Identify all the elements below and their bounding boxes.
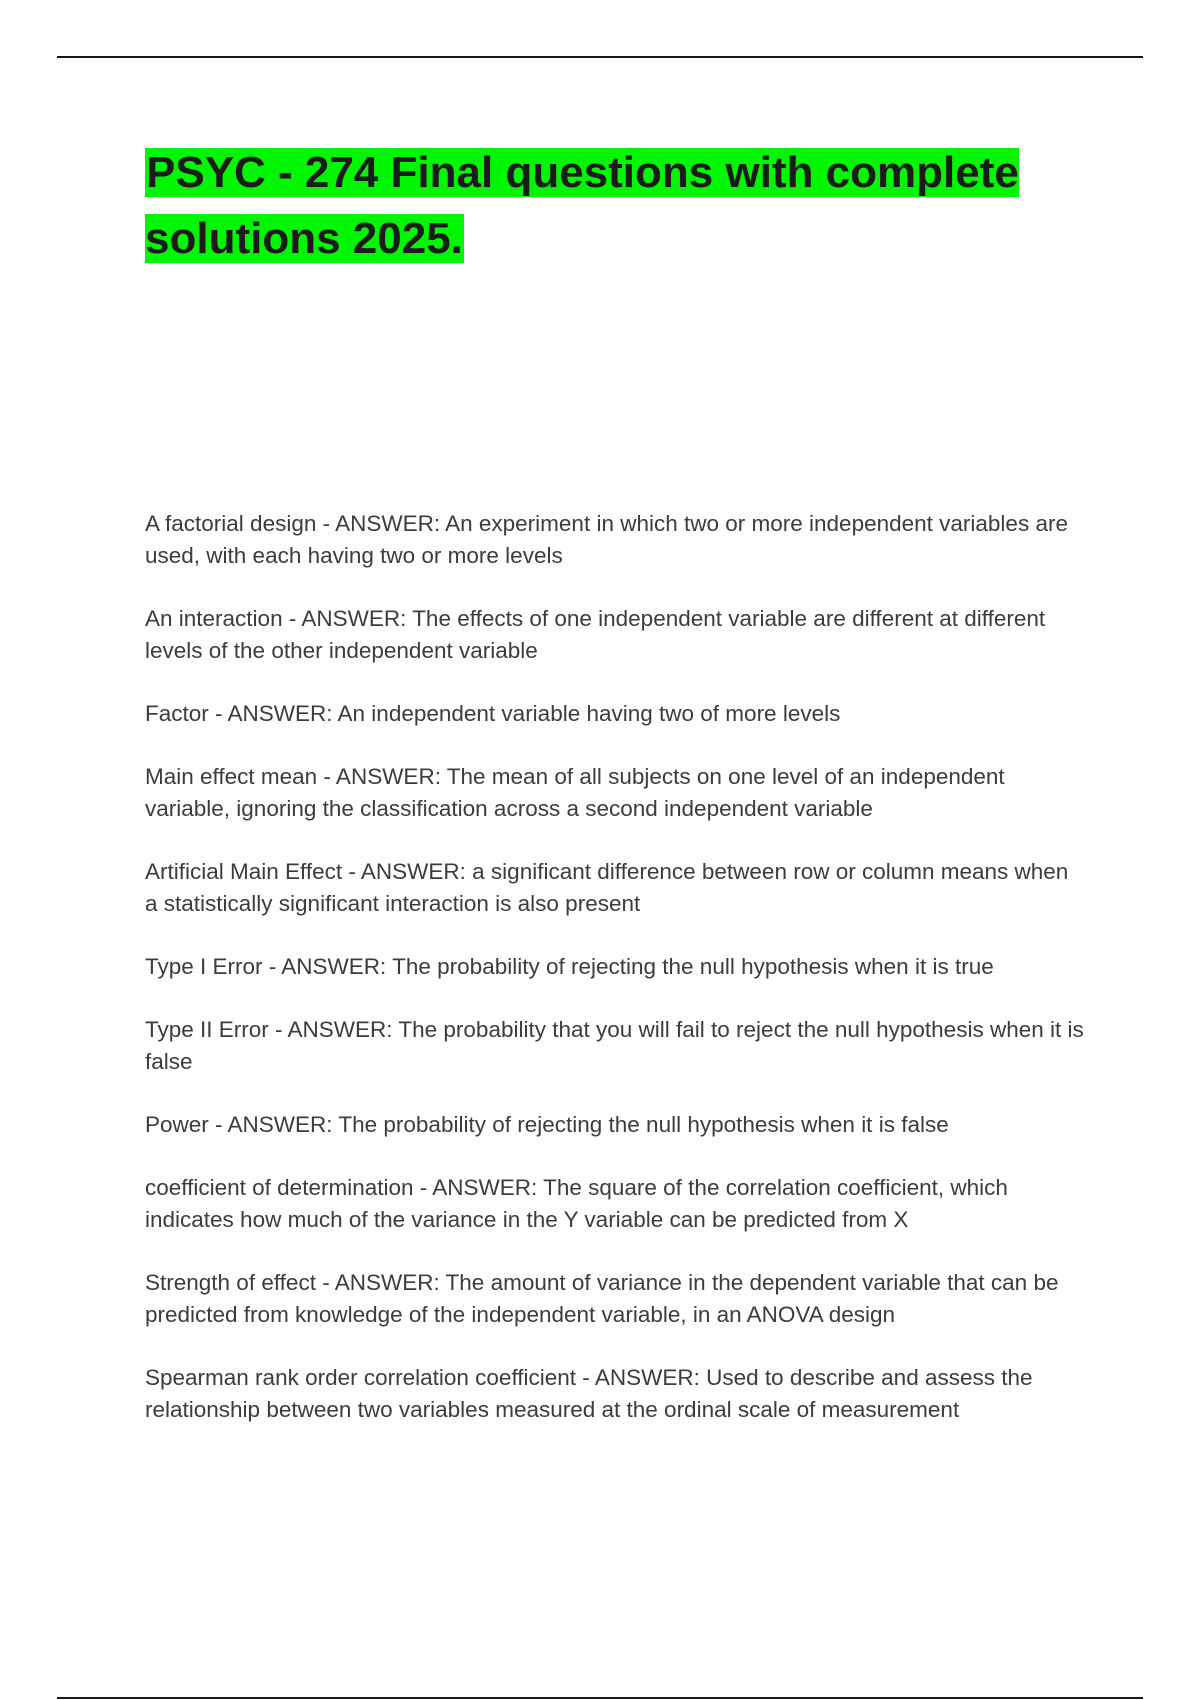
page-title-text: PSYC - 274 Final questions with complete solutions 2025. [145, 148, 1019, 263]
qa-item: Type I Error - ANSWER: The probability of rejecting the null hypothesis when it is true [145, 954, 994, 979]
title-block [145, 140, 1105, 272]
qa-item: coefficient of determination - ANSWER: The square of the correlation coefficient, which indicates how much of the variance in the Y variable can be predicted from X [145, 1175, 1008, 1232]
qa-list [145, 508, 1085, 1457]
qa-item: Main effect mean - ANSWER: The mean of all subjects on one level of an independent variable, ignoring the classification across a second independent variable [145, 764, 1005, 821]
header-rule [57, 56, 1143, 58]
qa-item: Spearman rank order correlation coefficient - ANSWER: Used to describe and assess the relationship between two variables measured at the ordinal scale of measurement [145, 1365, 1033, 1422]
qa-item: A factorial design - ANSWER: An experiment in which two or more independent variables are used, with each having two or more levels [145, 511, 1068, 568]
qa-item: Type II Error - ANSWER: The probability that you will fail to reject the null hypothesis when it is false [145, 1017, 1084, 1074]
qa-item: Factor - ANSWER: An independent variable having two of more levels [145, 701, 841, 726]
qa-item: Artificial Main Effect - ANSWER: a significant difference between row or column means when a statistically significant interaction is also present [145, 859, 1069, 916]
footer-rule [57, 1697, 1143, 1699]
qa-item: An interaction - ANSWER: The effects of one independent variable are different at different levels of the other independent variable [145, 606, 1046, 663]
qa-item: Power - ANSWER: The probability of rejecting the null hypothesis when it is false [145, 1112, 949, 1137]
qa-item: Strength of effect - ANSWER: The amount of variance in the dependent variable that can be predicted from knowledge of the independent variable, in an ANOVA design [145, 1270, 1059, 1327]
page-title [145, 140, 1105, 272]
